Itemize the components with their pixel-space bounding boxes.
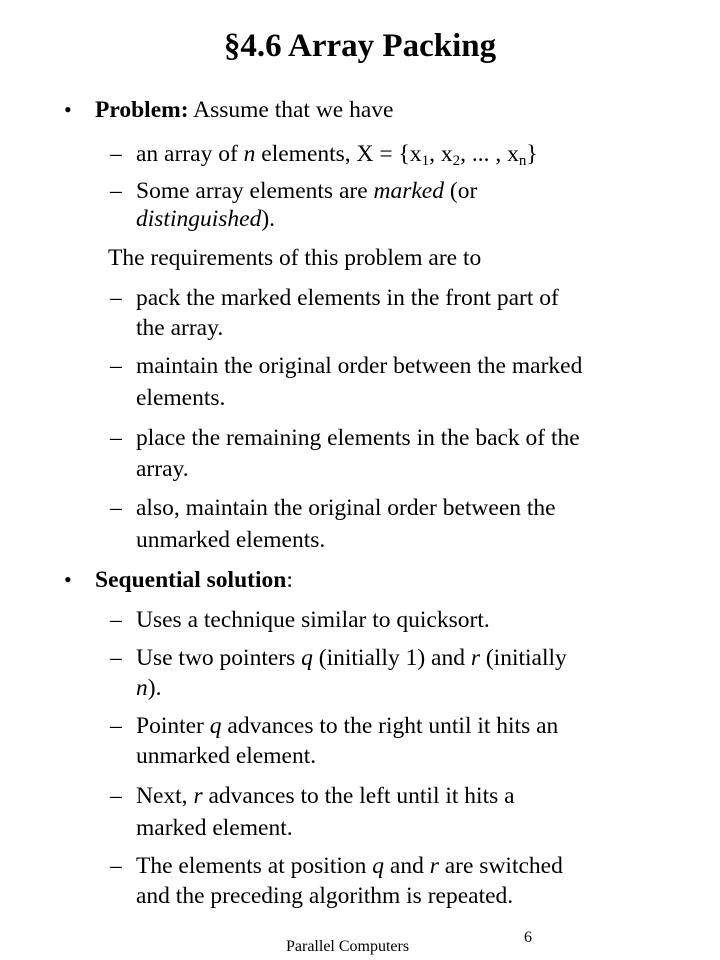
- dash-icon: –: [110, 425, 122, 451]
- bullet-icon: •: [64, 567, 72, 592]
- requirement-item: place the remaining elements in the back of the: [136, 425, 580, 451]
- dash-icon: –: [110, 645, 122, 671]
- requirement-item: pack the marked elements in the front part of: [136, 285, 559, 311]
- problem-item-marked: Some array elements are marked (or: [136, 178, 478, 204]
- dash-icon: –: [110, 495, 122, 521]
- dash-icon: –: [110, 607, 122, 633]
- requirement-item-cont: elements.: [136, 385, 226, 411]
- sequential-item: Uses a technique similar to quicksort.: [136, 607, 490, 633]
- sequential-item: Pointer q advances to the right until it hits an: [136, 713, 559, 739]
- bullet-icon: •: [64, 97, 72, 122]
- sequential-item-cont: and the preceding algorithm is repeated.: [136, 883, 514, 909]
- requirement-item-cont: the array.: [136, 315, 224, 341]
- problem-heading: [95, 96, 393, 124]
- sequential-label: Sequential solution: [95, 567, 287, 593]
- problem-item-marked-cont: distinguished).: [136, 206, 276, 232]
- sequential-heading: Sequential solution:: [95, 567, 293, 593]
- requirement-item: maintain the original order between the marked: [136, 353, 583, 379]
- requirement-item-cont: unmarked elements.: [136, 527, 326, 553]
- dash-icon: –: [110, 285, 122, 311]
- dash-icon: –: [110, 713, 122, 739]
- page-number: 6: [524, 929, 532, 946]
- slide-title: §4.6 Array Packing: [223, 28, 497, 64]
- sequential-item: Use two pointers q (initially 1) and r (initially: [136, 645, 567, 671]
- dash-icon: –: [110, 353, 122, 379]
- dash-icon: –: [110, 178, 122, 204]
- requirement-item-cont: array.: [136, 456, 189, 482]
- sequential-item: Next, r advances to the left until it hits a: [136, 783, 515, 809]
- dash-icon: –: [110, 853, 122, 879]
- sequential-item: The elements at position q and r are switched: [136, 853, 563, 879]
- requirements-intro: The requirements of this problem are to: [108, 245, 482, 271]
- footer-course: Parallel Computers: [286, 938, 410, 955]
- dash-icon: –: [110, 141, 122, 167]
- problem-label: Problem:: [95, 97, 189, 123]
- sequential-item-cont: n).: [136, 675, 162, 701]
- sequential-item-cont: unmarked element.: [136, 743, 317, 769]
- dash-icon: –: [110, 783, 122, 809]
- requirement-item: also, maintain the original order between the: [136, 495, 556, 521]
- problem-intro: Assume that we have: [188, 97, 394, 123]
- sequential-item-cont: marked element.: [136, 815, 293, 841]
- problem-item-array: an array of n elements, $X = \{x_1$, $x_2$, ... , $x_n$}: [136, 141, 538, 169]
